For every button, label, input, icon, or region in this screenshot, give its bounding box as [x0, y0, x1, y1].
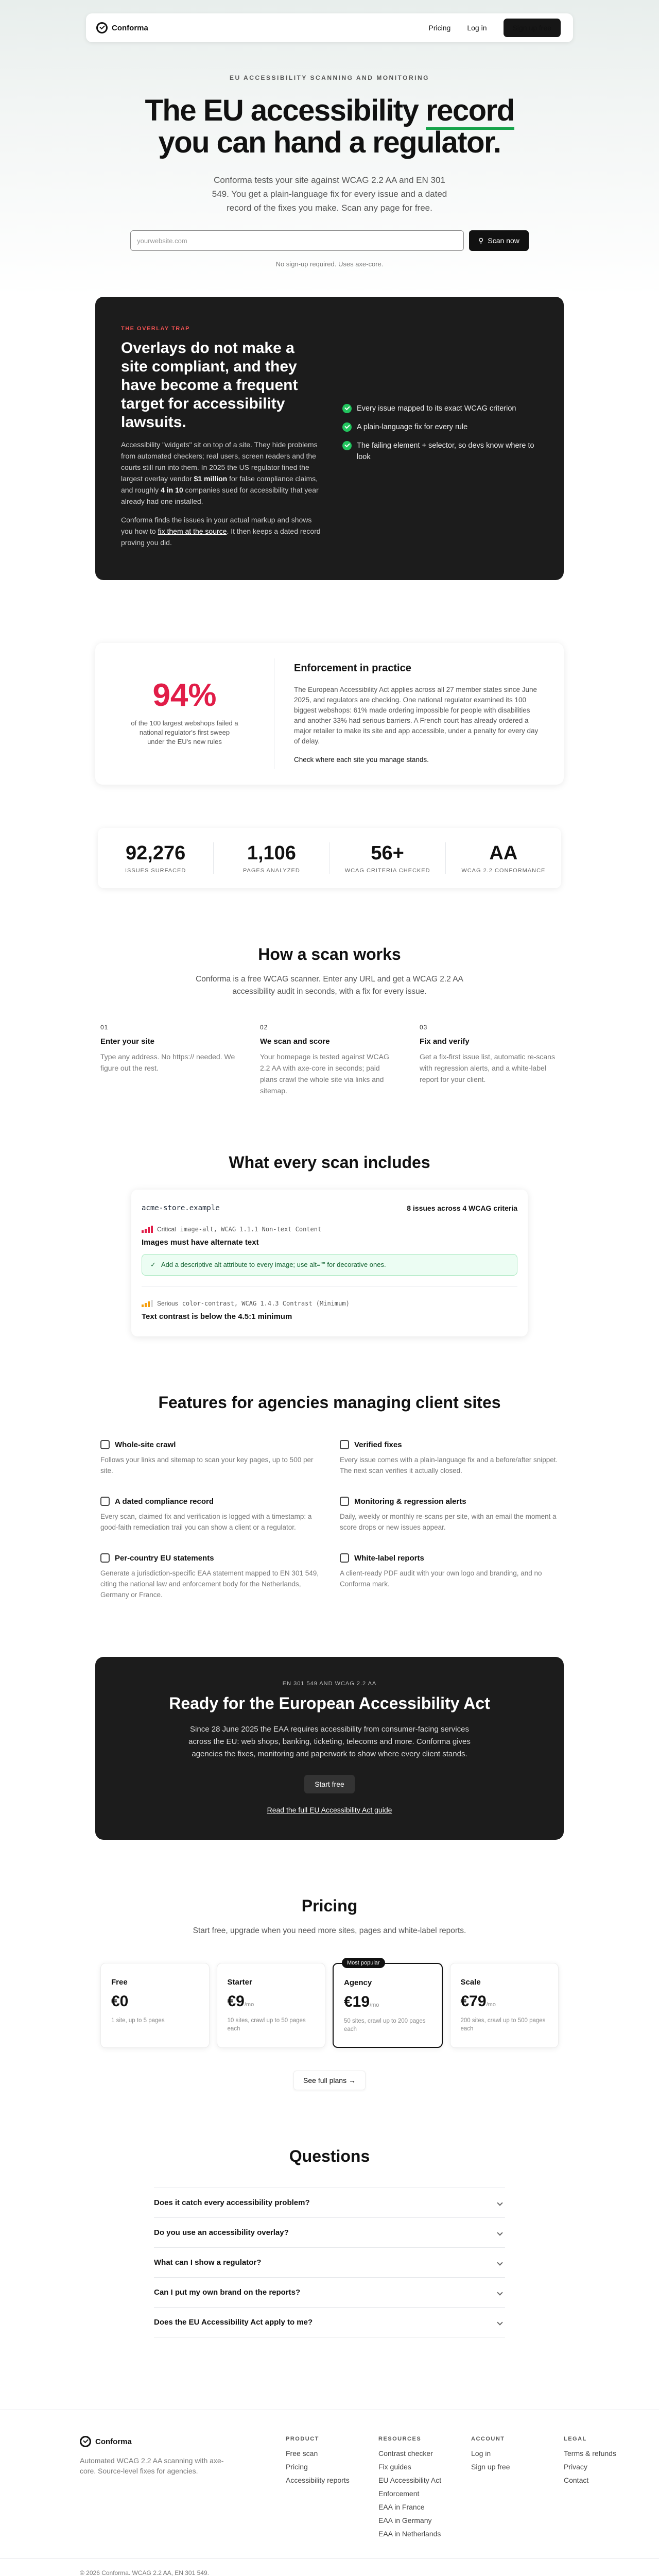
faq-item[interactable] [154, 2188, 505, 2217]
feature-title: Verified fixes [354, 1440, 402, 1449]
feature-desc: Daily, weekly or monthly re-scans per site, with an email the moment a score drops or new issues appear. [340, 1513, 557, 1531]
hero-description: Conforma tests your site against WCAG 2.2 AA and EN 301 549. You get a plain-language fix for every issue and a dated record of the fixes you make. Scan any page for free. [212, 175, 447, 213]
plan-card-agency[interactable] [333, 1960, 443, 2048]
nav-pricing-link[interactable]: Pricing [428, 24, 451, 32]
check-icon [342, 404, 352, 413]
check-item [342, 421, 538, 433]
pricing-title: Pricing [301, 1896, 358, 1915]
brand-name: Conforma [112, 23, 148, 32]
step-title: We scan and score [260, 1037, 330, 1046]
step-title: Fix and verify [420, 1037, 470, 1046]
footer-link[interactable]: Accessibility reports [286, 2476, 350, 2484]
wrench-icon: ✓ [150, 1261, 156, 1268]
footer-link[interactable]: EAA in Germany [378, 2516, 432, 2524]
enforcement-check: Check where each site you manage stands. [294, 756, 429, 764]
verified-icon [340, 1440, 349, 1449]
footer-col-title: ACCOUNT [471, 2436, 505, 2442]
plan-price [228, 1993, 315, 2010]
text-run: companies sued for accessibility that year already had one installed. [121, 486, 319, 505]
footer-col-resources [378, 2436, 471, 2543]
overlay-trap-section [95, 297, 564, 580]
hero-title-underlined: record [426, 94, 514, 130]
feature-item [100, 1440, 319, 1476]
feature-item [340, 1440, 559, 1476]
report-icon [340, 1553, 349, 1563]
popular-badge: Most popular [342, 1958, 385, 1968]
feature-item [100, 1497, 319, 1533]
footer-link[interactable]: Contact [564, 2476, 589, 2484]
faq-question: Do you use an accessibility overlay? [154, 2228, 289, 2237]
logo-icon [96, 22, 108, 33]
faq-title: Questions [289, 2147, 370, 2165]
footer-col-title: LEGAL [564, 2436, 587, 2442]
plan-card-free[interactable] [100, 1963, 210, 2048]
faq-question: Can I put my own brand on the reports? [154, 2288, 301, 2297]
step-item [100, 1024, 239, 1096]
ratio: 4 in 10 [161, 486, 183, 494]
severity-label: Critical [157, 1226, 176, 1233]
how-title: How a scan works [258, 945, 401, 963]
price-period: /mo [370, 2002, 379, 2008]
check-text: The failing element + selector, so devs know where to look [357, 442, 534, 461]
stat-item [330, 842, 446, 874]
plan-card-starter[interactable] [217, 1963, 326, 2048]
footer-link[interactable]: Fix guides [378, 2463, 411, 2471]
feature-desc: Generate a jurisdiction-specific EAA statement mapped to EN 301 549, citing the national law and enforcement body for the Netherlands, Germany or France. [100, 1569, 319, 1599]
scan-now-label: Scan now [488, 236, 519, 245]
stat-label: ISSUES SURFACED [125, 868, 186, 874]
how-subtitle: Conforma is a free WCAG scanner. Enter any URL and get a WCAG 2.2 AA accessibility audit in seconds, with a fix for every issue. [196, 975, 463, 996]
text-run: . It then keeps a dated record proving you did. [121, 527, 321, 547]
price-period: /mo [486, 2002, 496, 2008]
scan-form [0, 230, 659, 251]
faq-question: What can I show a regulator? [154, 2258, 262, 2267]
footer-col-title: RESOURCES [378, 2436, 422, 2442]
record-icon [100, 1497, 110, 1506]
overlay-trap-paragraph-2 [121, 514, 322, 548]
start-free-button[interactable]: Start free [304, 1775, 355, 1793]
scan-now-button[interactable] [469, 230, 529, 251]
enforcement-body: The European Accessibility Act applies across all 27 member states since June 2025, and regulators are checking. One national regulator examined its 100 biggest webshops: 61% made ordering impossible for people with disabilities and another 33% had serious barriers. A French court has already ordered a major retailer to make its site and app accessible, under a penalty for every day of delay. [294, 686, 539, 745]
faq-question: Does the EU Accessibility Act apply to me? [154, 2318, 313, 2327]
check-item [342, 403, 538, 414]
site-footer [0, 2410, 659, 2543]
plan-name: Free [111, 1978, 128, 1987]
chevron-down-icon [497, 2200, 502, 2206]
stat-percentage: 94% [152, 677, 217, 713]
footer-col-title: PRODUCT [286, 2436, 319, 2442]
fix-text: Add a descriptive alt attribute to every image; use alt="" for decorative ones. [161, 1261, 386, 1268]
step-item [420, 1024, 559, 1096]
stat-item [446, 842, 561, 874]
severity-critical-icon [142, 1226, 153, 1233]
stat-value: 1,106 [247, 842, 296, 864]
footer-link[interactable]: Sign up free [471, 2463, 510, 2471]
text-run: Accessibility "widgets" sit on top of a site. They hide problems from automated checkers; real users, screen readers and the courts still run into them. In 2025 the US regulator fined the largest overlay vendor [121, 440, 318, 483]
eaa-guide-link[interactable]: Read the full EU Accessibility Act guide [267, 1806, 392, 1814]
issue-rule: image-alt, WCAG 1.1.1 Non-text Content [180, 1226, 322, 1233]
overlay-trap-tag: THE OVERLAY TRAP [121, 326, 190, 332]
stat-value: AA [489, 842, 518, 864]
url-input[interactable]: yourwebsite.com [130, 230, 464, 251]
hero-note: No sign-up required. Uses axe-core. [275, 260, 384, 268]
faq-item[interactable] [154, 2307, 505, 2337]
plan-desc: 50 sites, crawl up to 200 pages each [344, 2018, 426, 2032]
plan-name: Agency [344, 1978, 372, 1987]
plan-card-scale[interactable] [450, 1963, 559, 2048]
chevron-down-icon [497, 2260, 502, 2265]
price-value: €0 [111, 1993, 129, 2010]
issue-rule: color-contrast, WCAG 1.4.3 Contrast (Minimum) [182, 1300, 350, 1307]
feature-item [100, 1553, 319, 1600]
stat-label: WCAG 2.2 CONFORMANCE [461, 868, 546, 874]
hero-eyebrow: EU ACCESSIBILITY SCANNING AND MONITORING [229, 74, 430, 81]
sample-report-card [131, 1190, 528, 1336]
report-summary: 8 issues across 4 WCAG criteria [407, 1204, 517, 1212]
enforcement-title: Enforcement in practice [294, 663, 411, 674]
issue-item [142, 1300, 517, 1321]
crawl-icon [100, 1440, 110, 1449]
check-text: Every issue mapped to its exact WCAG criterion [357, 404, 516, 413]
feature-desc: Every scan, claimed fix and verification is logged with a timestamp: a good-faith remediation trail you can show a client or a regulator. [100, 1513, 312, 1531]
step-desc: Your homepage is tested against WCAG 2.2 AA with axe-core in seconds; paid plans crawl the whole site via links and sitemap. [260, 1053, 389, 1095]
step-number: 03 [420, 1024, 428, 1031]
footer-col-legal [564, 2436, 656, 2543]
faq-section [0, 2147, 659, 2337]
statement-icon [100, 1553, 110, 1563]
overlay-trap-title: Overlays do not make a site compliant, and they have become a frequent target for accessibility lawsuits. [121, 340, 298, 431]
check-item [342, 440, 538, 463]
feature-desc: Follows your links and sitemap to scan your key pages, up to 500 per site. [100, 1456, 314, 1475]
faq-item[interactable] [154, 2247, 505, 2277]
enforcement-card [95, 643, 564, 785]
check-icon [342, 422, 352, 432]
step-item [260, 1024, 399, 1096]
footer-desc: Automated WCAG 2.2 AA scanning with axe-core. Source-level fixes for agencies. [80, 2456, 224, 2475]
severity-label: Serious [157, 1300, 178, 1307]
search-icon: ⚲ [478, 236, 484, 245]
hero-title [0, 95, 659, 159]
stat-caption: of the 100 largest webshops failed a national regulator's first sweep under the EU's new rules [131, 719, 238, 745]
issue-title: Text contrast is below the 4.5:1 minimum [142, 1312, 292, 1321]
feature-desc: Every issue comes with a plain-language fix and a before/after snippet. The next scan verifies it actually closed. [340, 1456, 558, 1475]
feature-title: Monitoring & regression alerts [354, 1497, 466, 1506]
check-icon [342, 441, 352, 450]
cta-desc: Since 28 June 2025 the EAA requires accessibility from consumer-facing services across the EU: web shops, banking, ticketing, telecoms and more. Conforma gives agencies the fixes, monitoring and paperwork to show where every client stands. [188, 1725, 471, 1758]
footer-link[interactable]: EAA in Netherlands [378, 2530, 441, 2538]
overlay-trap-paragraph [121, 439, 322, 507]
footer-col-product [286, 2436, 378, 2543]
fix-at-source-link[interactable]: fix them at the source [158, 527, 227, 535]
footer-link[interactable]: EU Accessibility Act [378, 2476, 442, 2484]
price-period: /mo [244, 2002, 254, 2008]
footer-col-account [471, 2436, 564, 2543]
plan-price [111, 1993, 199, 2010]
footer-link[interactable]: Privacy [564, 2463, 587, 2471]
footer-link[interactable]: Pricing [286, 2463, 308, 2471]
footer-brand-name: Conforma [95, 2437, 132, 2446]
feature-item [340, 1497, 559, 1533]
nav-login-link[interactable]: Log in [467, 24, 487, 32]
nav-signup-button[interactable]: Sign up free [504, 19, 561, 37]
hero [0, 42, 659, 297]
plan-desc: 1 site, up to 5 pages [111, 2018, 165, 2024]
hero-title-part: The EU accessibility [145, 94, 426, 127]
top-nav [86, 13, 573, 42]
stat-value: 56+ [371, 842, 404, 864]
footer-link[interactable]: Free scan [286, 2449, 318, 2458]
price-value: €9 [227, 1993, 245, 2010]
scan-includes [0, 1153, 659, 1336]
step-title: Enter your site [100, 1037, 155, 1046]
faq-question: Does it catch every accessibility problem? [154, 2198, 310, 2207]
issue-title: Images must have alternate text [142, 1238, 259, 1247]
chevron-down-icon [497, 2290, 502, 2295]
stats-bar [98, 828, 561, 888]
feature-item [340, 1553, 559, 1600]
faq-item[interactable] [154, 2217, 505, 2247]
text-run: Conforma finds the issues in your actual markup and shows you how to [121, 516, 312, 535]
report-site: acme-store.example [142, 1204, 220, 1212]
feature-title: Whole-site crawl [115, 1440, 176, 1449]
feature-title: A dated compliance record [115, 1497, 214, 1506]
footer-link[interactable]: Enforcement [378, 2489, 420, 2498]
pricing-section [0, 1896, 659, 2090]
step-desc: Type any address. No https:// needed. We figure out the rest. [100, 1053, 235, 1072]
price-value: €79 [460, 1993, 487, 2010]
footer-link[interactable]: EAA in France [378, 2503, 425, 2511]
cta-tag: EN 301 549 AND WCAG 2.2 AA [282, 1681, 377, 1687]
eaa-cta [95, 1657, 564, 1840]
features-section [0, 1393, 659, 1600]
footer-link[interactable]: Terms & refunds [564, 2449, 616, 2458]
issue-item [142, 1226, 517, 1276]
text-run: for false compliance claims, and roughly [121, 474, 318, 494]
footer-logo[interactable] [80, 2436, 286, 2447]
copyright: © 2026 Conforma. WCAG 2.2 AA, EN 301 549. [0, 2558, 659, 2576]
arrow-right-icon: → [348, 2076, 356, 2084]
cta-title: Ready for the European Accessibility Act [169, 1694, 490, 1713]
monitor-icon [340, 1497, 349, 1506]
fine-amount: $1 million [194, 474, 228, 483]
plan-desc: 10 sites, crawl up to 50 pages each [227, 2018, 306, 2032]
plan-price [461, 1993, 548, 2010]
logo-icon [80, 2436, 91, 2447]
plan-name: Starter [227, 1978, 252, 1987]
footer-link[interactable]: Log in [471, 2449, 491, 2458]
hero-title-part: you can hand a regulator. [158, 126, 501, 159]
stat-item [214, 842, 330, 874]
brand-logo[interactable] [96, 22, 148, 33]
step-number: 02 [260, 1024, 268, 1031]
check-text: A plain-language fix for every rule [357, 423, 468, 431]
stat-label: PAGES ANALYZED [242, 868, 300, 874]
chevron-down-icon [497, 2230, 502, 2235]
faq-item[interactable] [154, 2277, 505, 2307]
plan-name: Scale [460, 1978, 481, 1987]
plan-desc: 200 sites, crawl up to 500 pages each [460, 2018, 546, 2032]
step-number: 01 [100, 1024, 109, 1031]
stat-label: WCAG CRITERIA CHECKED [344, 868, 430, 874]
stat-value: 92,276 [126, 842, 186, 864]
see-full-plans-label: See full plans [303, 2076, 347, 2084]
feature-title: White-label reports [354, 1553, 424, 1563]
feature-desc: A client-ready PDF audit with your own logo and branding, and no Conforma mark. [340, 1569, 542, 1588]
price-value: €19 [344, 1993, 370, 2010]
feature-checklist [322, 326, 538, 548]
plan-price [344, 1993, 431, 2011]
footer-link[interactable]: Contrast checker [378, 2449, 433, 2458]
severity-serious-icon [142, 1300, 153, 1307]
see-full-plans-button[interactable] [293, 2071, 366, 2090]
features-title: Features for agencies managing client sites [158, 1393, 501, 1412]
includes-title: What every scan includes [229, 1153, 430, 1172]
chevron-down-icon [497, 2319, 502, 2325]
stat-item [98, 842, 214, 874]
pricing-subtitle: Start free, upgrade when you need more sites, pages and white-label reports. [193, 1926, 466, 1935]
feature-title: Per-country EU statements [115, 1553, 214, 1563]
step-desc: Get a fix-first issue list, automatic re-scans with regression alerts, and a white-label report for your client. [420, 1053, 555, 1083]
how-it-works [0, 945, 659, 1096]
fix-suggestion [142, 1254, 517, 1276]
